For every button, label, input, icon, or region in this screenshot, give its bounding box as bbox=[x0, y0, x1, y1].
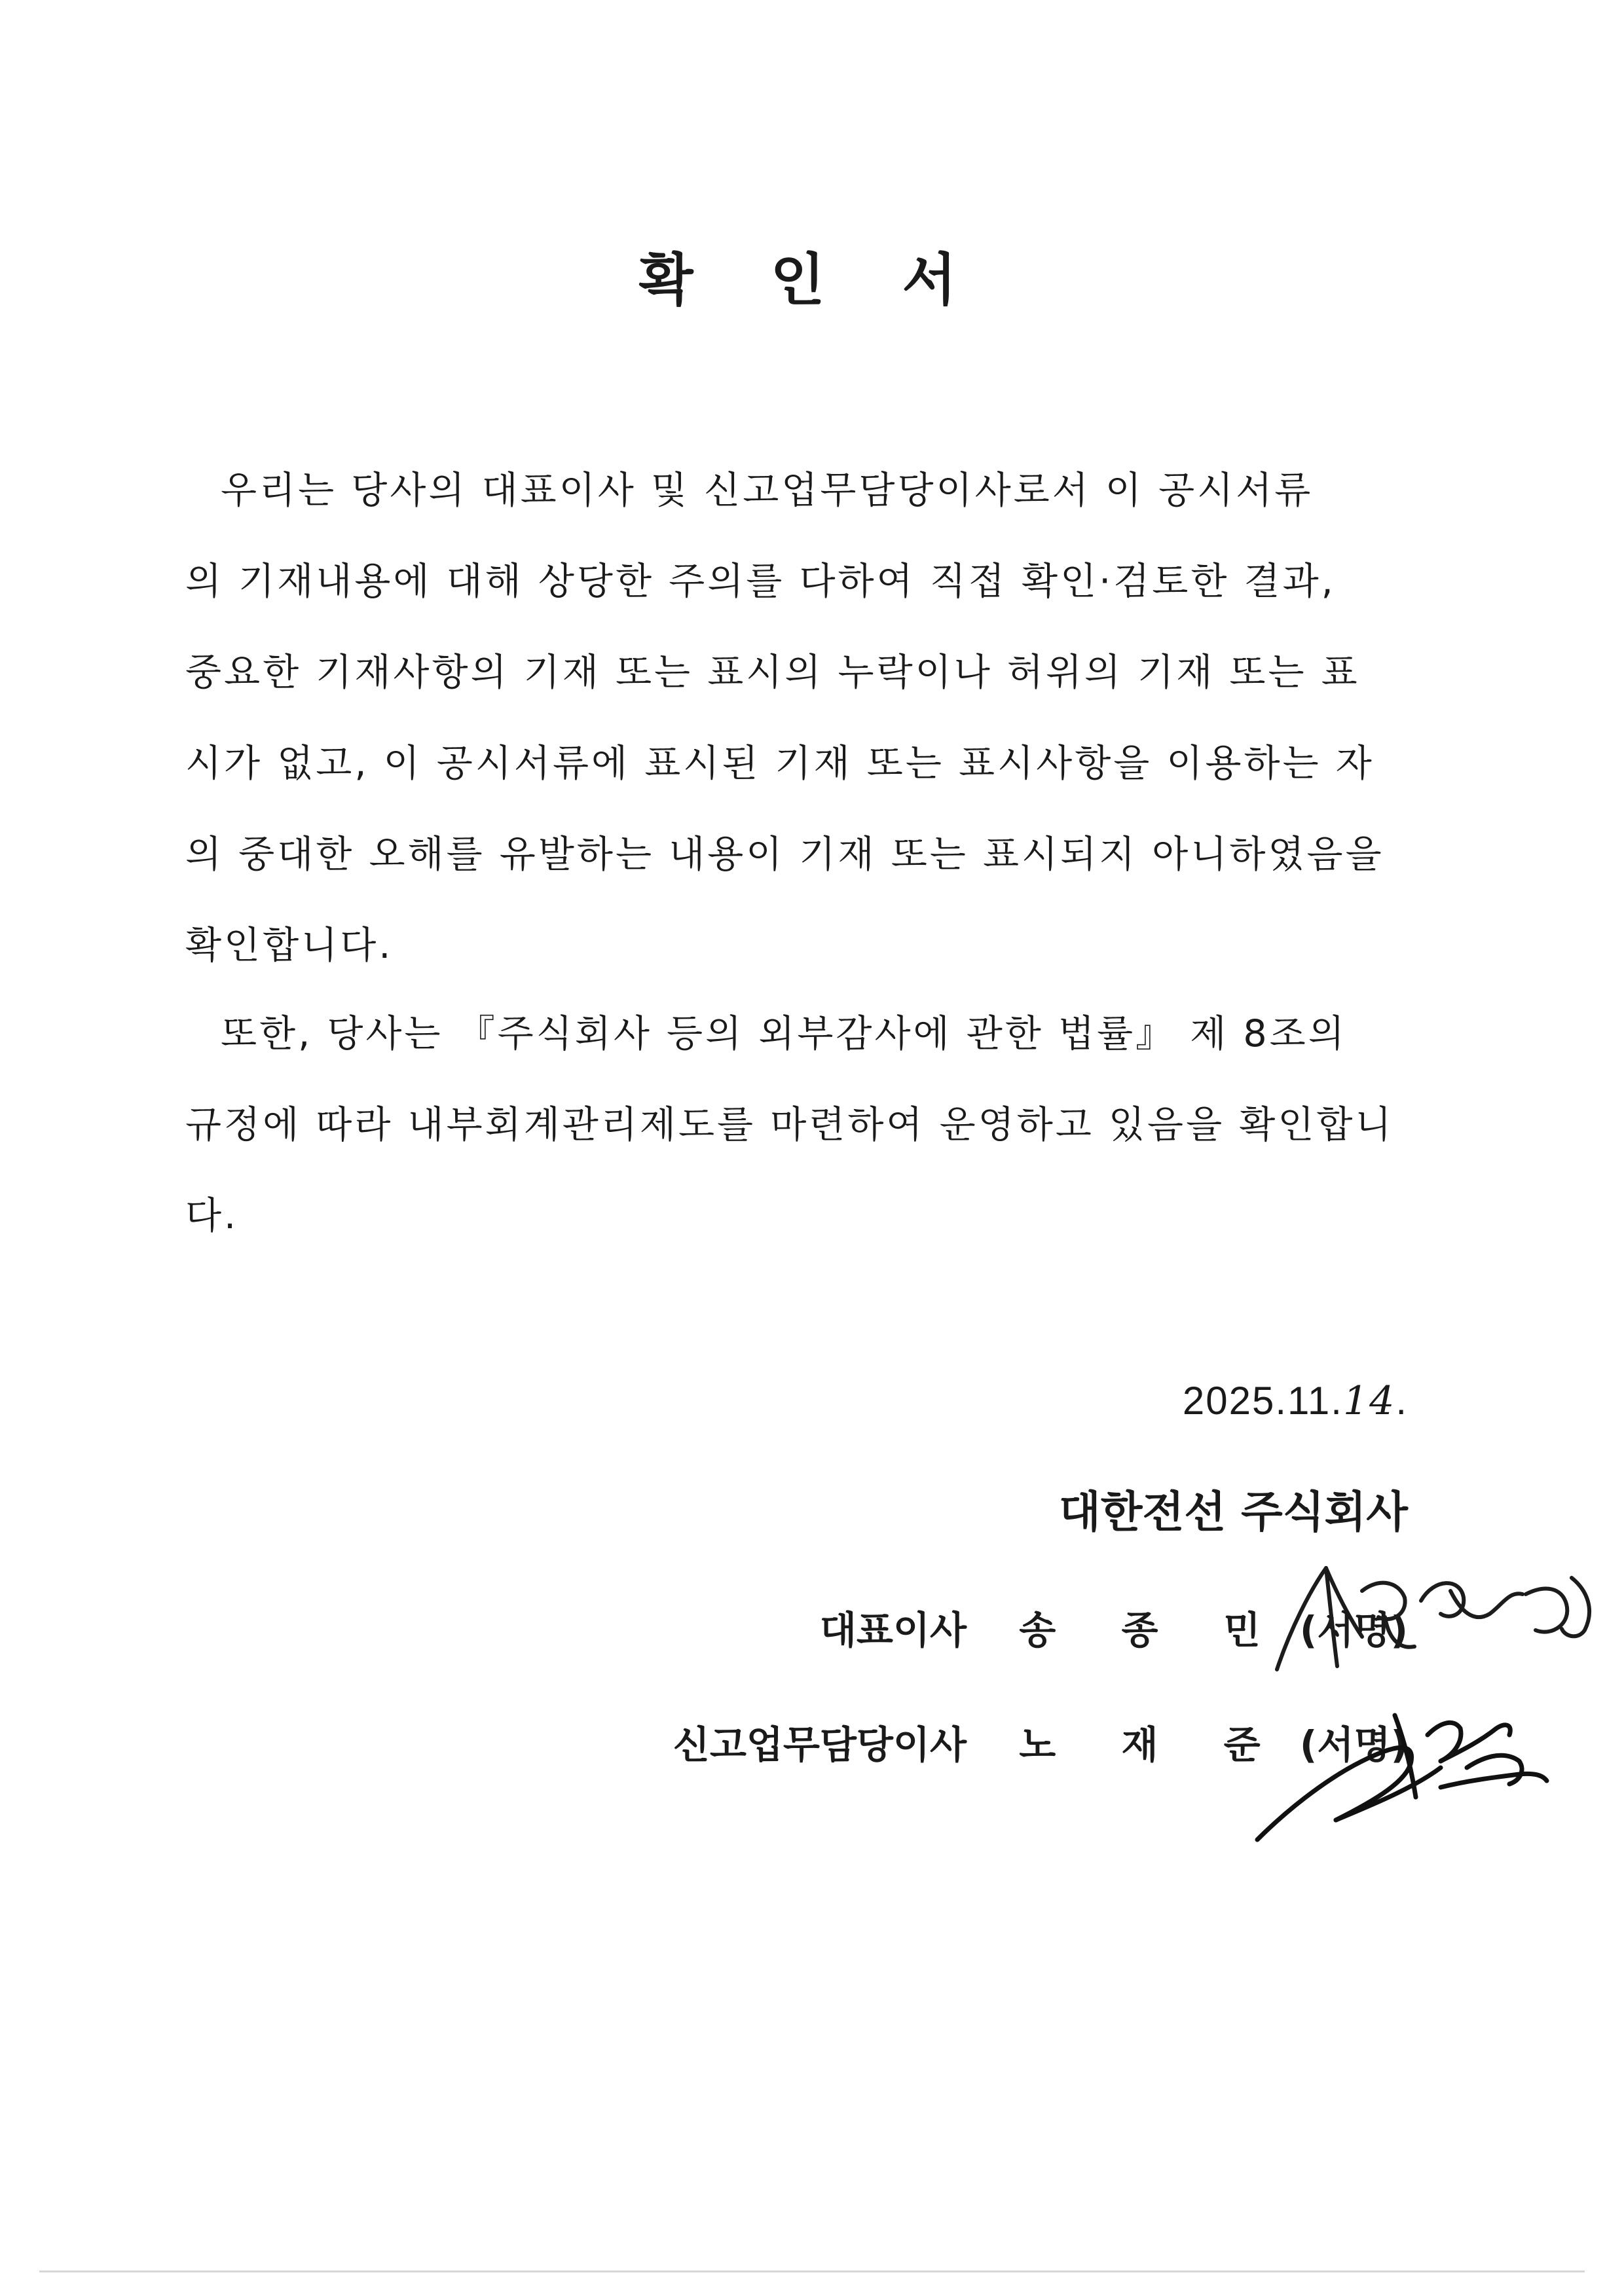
paragraph-line: 중요한 기재사항의 기재 또는 표시의 누락이나 허위의 기재 또는 표 bbox=[185, 651, 1360, 694]
paragraph-line: 의 중대한 오해를 유발하는 내용이 기재 또는 표시되지 아니하였음을 bbox=[185, 833, 1384, 876]
document-title: 확 인 서 bbox=[638, 247, 986, 313]
paragraph-line: 확인합니다. bbox=[185, 924, 394, 967]
paragraph-confirmation bbox=[185, 445, 1433, 991]
signatory-name: 송 종 민 bbox=[1019, 1608, 1287, 1652]
paragraph-line: 또한, 당사는 『주식회사 등의 외부감사에 관한 법률』 제 8조의 bbox=[221, 1012, 1347, 1055]
signatory-role: 대표이사 bbox=[819, 1608, 967, 1652]
date-end: . bbox=[1395, 1379, 1408, 1423]
company-name: 대한전선 주식회사 bbox=[1058, 1487, 1408, 1537]
document-date bbox=[1183, 1375, 1408, 1427]
handwritten-signature-officer bbox=[1244, 1689, 1559, 1853]
signature-mark-label: (서명) bbox=[1299, 1722, 1408, 1767]
paragraph-internal-control bbox=[185, 989, 1433, 1262]
paragraph-line: 다. bbox=[185, 1194, 239, 1237]
paragraph-line: 의 기재내용에 대해 상당한 주의를 다하여 직접 확인·검토한 결과, bbox=[185, 560, 1336, 603]
handwritten-signature-ceo bbox=[1264, 1552, 1604, 1689]
paragraph-line: 우리는 당사의 대표이사 및 신고업무담당이사로서 이 공시서류 bbox=[221, 469, 1314, 512]
scan-edge-line bbox=[39, 2270, 1585, 2272]
signatory-role: 신고업무담당이사 bbox=[673, 1722, 967, 1767]
paragraph-line: 규정에 따라 내부회계관리제도를 마련하여 운영하고 있음을 확인합니 bbox=[185, 1103, 1394, 1146]
date-handwritten-day: 14 bbox=[1342, 1378, 1396, 1424]
date-printed: 2025.11. bbox=[1182, 1379, 1343, 1423]
signatory-name: 노 재 준 bbox=[1019, 1722, 1287, 1767]
signature-mark-label: (서명) bbox=[1299, 1608, 1408, 1652]
paragraph-line: 시가 없고, 이 공시서류에 표시된 기재 또는 표시사항을 이용하는 자 bbox=[185, 742, 1375, 785]
